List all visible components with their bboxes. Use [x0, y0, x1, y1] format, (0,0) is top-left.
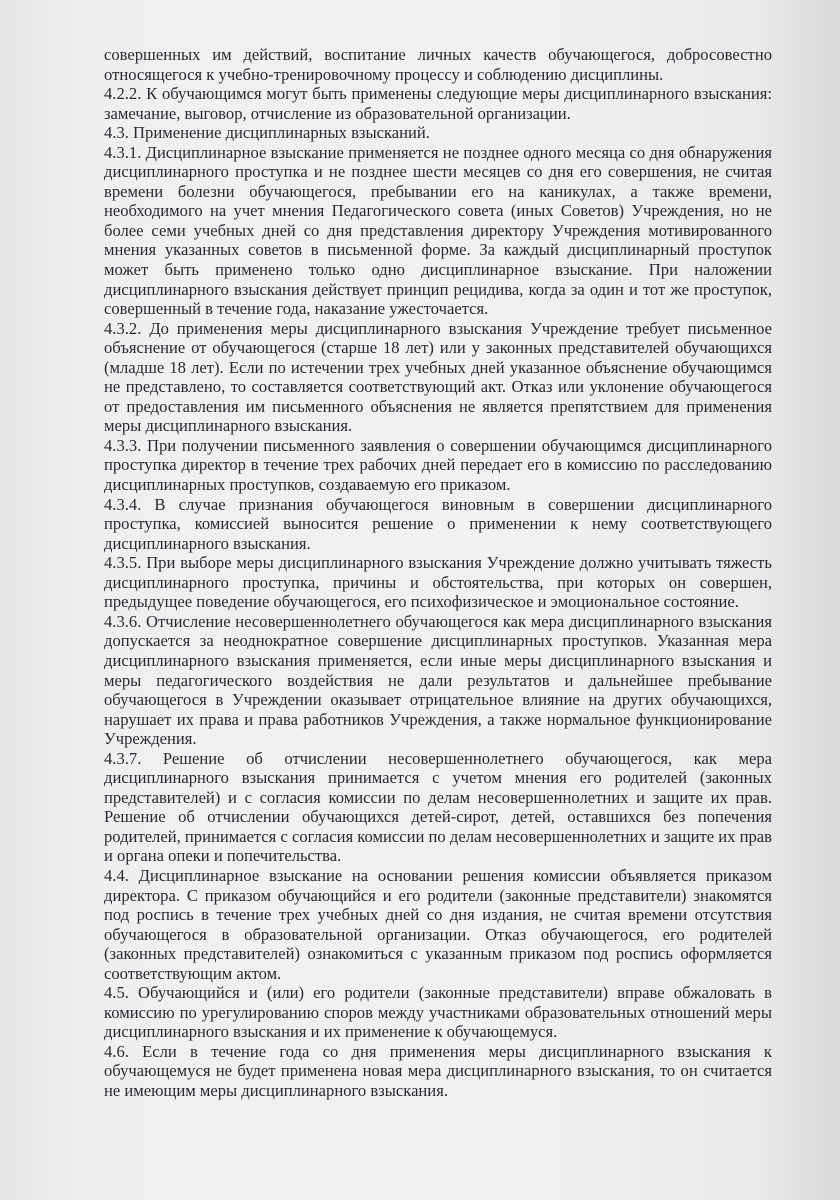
paragraph-4-3-6: 4.3.6. Отчисление несовершеннолетнего обучающегося как мера дисциплинарного взыскания допускается за неоднократное совершение дисциплинарных проступков. Указанная мера дисциплинарного взыскания применяется, если иные меры дисциплинарного взыскания и меры педагогического воздействия не дали результатов и дальнейшее пребывание обучающегося в Учреждении оказывает отрицательное влияние на других обучающихся, нарушает их права и права работников Учреждения, а также нормальное функционирование Учреждения. [104, 611, 772, 749]
paragraph-4-6: 4.6. Если в течение года со дня применения меры дисциплинарного взыскания к обучающемуся не будет применена новая мера дисциплинарного взыскания, то он считается не имеющим меры дисциплинарного взыскания. [104, 1041, 772, 1100]
paragraph-4-3-1: 4.3.1. Дисциплинарное взыскание применяется не позднее одного месяца со дня обнаружения дисциплинарного проступка и не позднее шести месяцев со дня его совершения, не считая времени болезни обучающегося, пребывании его на каникулах, а также времени, необходимого на учет мнения Педагогического совета (иных Советов) Учреждения, но не более семи учебных дней со дня представления директору Учреждения мотивированного мнения указанных советов в письменной форме. За каждый дисциплинарный проступок может быть применено только одно дисциплинарное взыскание. При наложении дисциплинарного взыскания действует принцип рецидива, когда за один и тот же проступок, совершенный в течение года, наказание ужесточается. [104, 142, 772, 319]
paragraph-4-3-7: 4.3.7. Решение об отчислении несовершеннолетнего обучающегося, как мера дисциплинарного взыскания принимается с учетом мнения его родителей (законных представителей) и с согласия комиссии по делам несовершеннолетних и защите их прав. Решение об отчислении обучающихся детей-сирот, детей, оставшихся без попечения родителей, принимается с согласия комиссии по делам несовершеннолетних и защите их прав и органа опеки и попечительства. [104, 748, 772, 866]
paragraph-4-3-4: 4.3.4. В случае признания обучающегося виновным в совершении дисциплинарного проступка, комиссией выносится решение о применении к нему соответствующего дисциплинарного взыскания. [104, 494, 772, 553]
section-heading-4-3: 4.3. Применение дисциплинарных взысканий. [104, 123, 430, 143]
document-page [104, 45, 772, 1101]
paragraph-4-3-3: 4.3.3. При получении письменного заявления о совершении обучающимся дисциплинарного проступка директор в течение трех рабочих дней передает его в комиссию по расследованию дисциплинарных проступков, создаваемую его приказом. [104, 435, 772, 495]
paragraph-4-5: 4.5. Обучающийся и (или) его родители (законные представители) вправе обжаловать в комиссию по урегулированию споров между участниками образовательных отношений меры дисциплинарного взыскания и их применение к обучающемуся. [104, 983, 772, 1042]
paragraph-4-3-2: 4.3.2. До применения меры дисциплинарного взыскания Учреждение требует письменное объяснение от обучающегося (старше 18 лет) или у законных представителей обучающихся (младше 18 лет). Если по истечении трех учебных дней указанное объяснение обучающимся не представлено, то составляется соответствующий акт. Отказ или уклонение обучающегося от предоставления им письменного объяснения не является препятствием для применения меры дисциплинарного взыскания. [104, 318, 772, 436]
paragraph-4-2-2: 4.2.2. К обучающимся могут быть применены следующие меры дисциплинарного взыскания: замечание, выговор, отчисление из образовательной организации. [104, 84, 772, 123]
paragraph-continuation: совершенных им действий, воспитание личных качеств обучающегося, добросовестно относящегося к учебно-тренировочному процессу и соблюдению дисциплины. [104, 45, 772, 84]
paragraph-4-4: 4.4. Дисциплинарное взыскание на основании решения комиссии объявляется приказом директора. С приказом обучающийся и его родители (законные представители) знакомятся под роспись в течение трех учебных дней со дня издания, не считая времени отсутствия обучающегося в образовательной организации. Отказ обучающегося, его родителей (законных представителей) ознакомиться с указанным приказом под роспись оформляется соответствующим актом. [104, 865, 772, 983]
paragraph-4-3-5: 4.3.5. При выборе меры дисциплинарного взыскания Учреждение должно учитывать тяжесть дисциплинарного проступка, причины и обстоятельства, при которых он совершен, предыдущее поведение обучающегося, его психофизическое и эмоциональное состояние. [104, 553, 772, 612]
